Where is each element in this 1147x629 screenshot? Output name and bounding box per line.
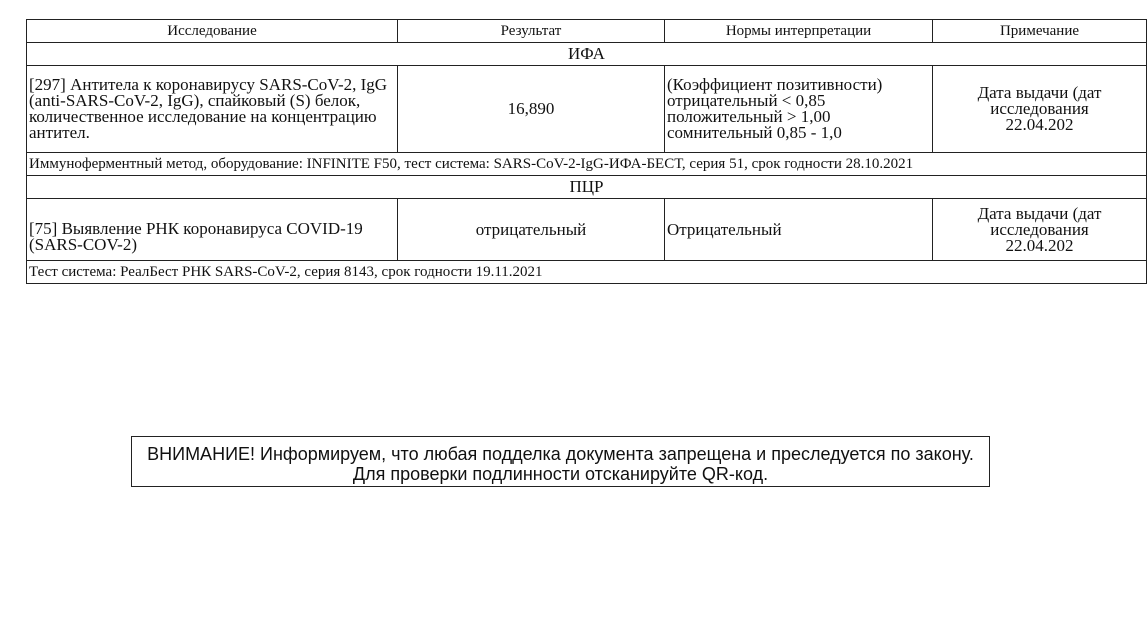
- method-row-pcr: [27, 261, 1147, 284]
- results-table: [26, 19, 1147, 284]
- results-sheet: [26, 19, 1146, 284]
- result-value-antibodies: 16,890: [398, 66, 665, 153]
- section-title-pcr: ПЦР: [27, 176, 1147, 199]
- norm-line: положительный > 1,00: [667, 107, 831, 126]
- header-study: Исследование: [27, 20, 398, 43]
- header-note: Примечание: [933, 20, 1147, 43]
- result-value-rna: отрицательный: [398, 199, 665, 261]
- section-row-ifa: [27, 43, 1147, 66]
- warning-notice: ВНИМАНИЕ! Информируем, что любая подделка документа запрещена и преследуется по закону. Для проверки подлинности отсканируйте QR-код.: [131, 436, 990, 487]
- section-title-ifa: ИФА: [27, 43, 1147, 66]
- norm-line: (Коэффициент позитивности): [667, 75, 883, 94]
- table-row-rna: [27, 199, 1147, 261]
- table-header-row: [27, 20, 1147, 43]
- norms-rna: [665, 199, 933, 261]
- norm-line: сомнительный 0,85 - 1,0: [667, 123, 842, 142]
- note-line: исследования: [990, 219, 1089, 239]
- method-text-pcr: Тест система: РеалБест РНК SARS-CoV-2, серия 8143, срок годности 19.11.2021: [27, 261, 1147, 284]
- method-text-ifa: Иммуноферментный метод, оборудование: INFINITE F50, тест система: SARS-CoV-2-IgG-ИФА-БЕСТ, серия 51, срок годности 28.10.2021: [27, 153, 1147, 176]
- note-rna: [933, 199, 1147, 261]
- note-line: 22.04.202: [1005, 235, 1074, 255]
- norms-antibodies: [665, 66, 933, 153]
- note-antibodies: [933, 66, 1147, 153]
- study-name-rna: [75] Выявление РНК коронавируса COVID-19 (SARS-COV-2): [27, 199, 398, 261]
- header-result: Результат: [398, 20, 665, 43]
- norm-line: Отрицательный: [667, 219, 782, 239]
- section-row-pcr: [27, 176, 1147, 199]
- header-norms: Нормы интерпретации: [665, 20, 933, 43]
- note-line: Дата выдачи (дат: [977, 203, 1102, 223]
- note-line: Дата выдачи (дат: [977, 83, 1102, 102]
- note-line: 22.04.202: [1005, 115, 1074, 134]
- study-name-antibodies: [297] Антитела к коронавирусу SARS-CoV-2, IgG (anti-SARS-CoV-2, IgG), спайковый (S) белок, количественное исследование на концентрацию антител.: [27, 66, 398, 153]
- note-line: исследования: [990, 99, 1089, 118]
- norm-line: отрицательный < 0,85: [667, 91, 826, 110]
- method-row-ifa: [27, 153, 1147, 176]
- table-row-antibodies: [27, 66, 1147, 153]
